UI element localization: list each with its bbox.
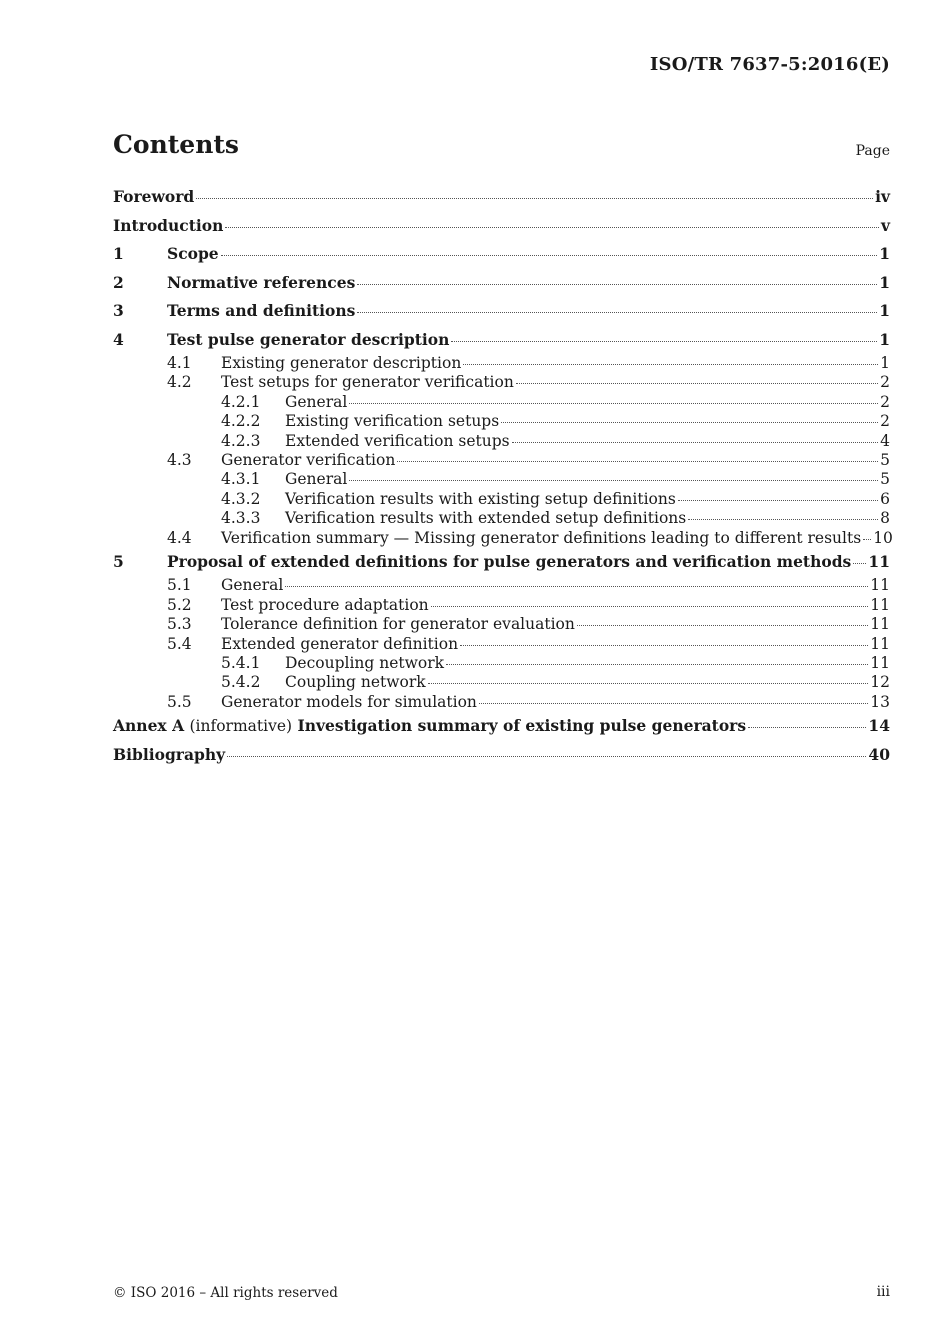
annex-title: Investigation summary of existing pulse generators xyxy=(297,716,747,736)
toc-entry[interactable] xyxy=(113,596,890,615)
toc-entry-title: Verification results with extended setup definitions xyxy=(285,509,687,528)
toc-entry[interactable] xyxy=(113,693,890,712)
dot-leader xyxy=(225,227,879,228)
dot-leader xyxy=(853,563,866,564)
dot-leader xyxy=(463,364,878,365)
toc-entry-number: 4.4 xyxy=(167,528,192,547)
toc-entry[interactable] xyxy=(113,269,890,298)
toc-entry-number: 1 xyxy=(113,244,124,263)
toc-entry-number: 5.3 xyxy=(167,615,192,634)
toc-entry-title: Scope xyxy=(167,244,219,263)
toc-entry[interactable] xyxy=(113,528,893,548)
toc-entry-page: 13 xyxy=(870,692,890,711)
toc-entry-page: 5 xyxy=(880,470,890,489)
footer-page-number: iii xyxy=(876,1284,890,1300)
toc-entry-title: Terms and definitions xyxy=(167,301,356,320)
toc-entry[interactable] xyxy=(113,240,890,269)
dot-leader xyxy=(357,284,877,285)
toc-entry-number: 5.1 xyxy=(167,576,192,595)
toc-entry-page: 4 xyxy=(880,431,890,450)
toc-entry-title: Extended verification setups xyxy=(285,431,510,450)
toc-entry-number: 4.2.1 xyxy=(221,392,261,411)
toc-entry-number: 5.2 xyxy=(167,595,192,614)
toc-entry-number: 3 xyxy=(113,301,124,320)
dot-leader xyxy=(688,519,878,520)
toc-entry-page: 11 xyxy=(870,634,890,653)
toc-entry[interactable] xyxy=(113,373,890,392)
toc-entry[interactable] xyxy=(113,354,890,373)
toc-entry-title: Generator verification xyxy=(221,450,396,469)
toc-entry-title: Decoupling network xyxy=(285,653,445,672)
toc-entry-page: 1 xyxy=(879,244,890,263)
toc-entry[interactable] xyxy=(113,451,890,470)
toc-entry[interactable] xyxy=(113,509,890,528)
annex-type: (informative) xyxy=(189,717,293,736)
dot-leader xyxy=(196,198,873,199)
dot-leader xyxy=(512,442,879,443)
toc-entry[interactable] xyxy=(113,212,890,241)
toc-entry-page: 1 xyxy=(879,329,890,349)
toc-entry-number: 4 xyxy=(113,329,124,349)
toc-entry-number: 4.3 xyxy=(167,450,192,469)
toc-entry-title: Tolerance definition for generator evaluation xyxy=(221,615,575,634)
toc-entry-title: Test procedure adaptation xyxy=(221,595,429,614)
toc-entry-page: 12 xyxy=(870,673,890,692)
footer-copyright: © ISO 2016 – All rights reserved xyxy=(113,1285,338,1301)
toc-entry-page: 11 xyxy=(870,653,890,672)
dot-leader xyxy=(678,500,878,501)
toc-entry-title: Extended generator definition xyxy=(221,634,459,653)
dot-leader xyxy=(285,586,868,587)
toc-entry-page: 2 xyxy=(880,373,890,392)
toc-entry[interactable] xyxy=(113,741,890,770)
toc-entry-page: 10 xyxy=(873,528,893,547)
toc-entry-number: 5.5 xyxy=(167,692,192,711)
dot-leader xyxy=(431,606,869,607)
toc-entry-number: 2 xyxy=(113,272,124,292)
toc-entry[interactable] xyxy=(113,470,890,489)
toc-entry[interactable] xyxy=(113,326,890,355)
toc-entry-number: 5 xyxy=(113,551,124,571)
toc-entry-number: 4.1 xyxy=(167,354,192,372)
toc-entry-number: 5.4.1 xyxy=(221,653,261,672)
dot-leader xyxy=(349,480,878,481)
toc-entry-title: General xyxy=(221,576,284,595)
toc-entry-page: 40 xyxy=(868,744,890,764)
toc-entry[interactable] xyxy=(113,615,890,634)
dot-leader xyxy=(516,383,878,384)
dot-leader xyxy=(460,645,868,646)
dot-leader xyxy=(501,422,878,423)
toc-entry-title: Test pulse generator description xyxy=(167,329,450,349)
toc-entry[interactable] xyxy=(113,712,890,741)
toc-entry-page: 11 xyxy=(870,576,890,595)
toc-entry[interactable] xyxy=(113,490,890,509)
toc-entry-title xyxy=(113,712,746,741)
toc-entry-page: 1 xyxy=(880,354,890,372)
dot-leader xyxy=(479,703,868,704)
toc-entry-title: Generator models for simulation xyxy=(221,692,477,711)
toc-entry-number: 4.2 xyxy=(167,373,192,392)
toc-entry-page: v xyxy=(880,215,890,235)
toc-entry-title: Verification summary — Missing generator definitions leading to different results xyxy=(221,528,862,547)
dot-leader xyxy=(446,664,868,665)
toc-entry-title: Introduction xyxy=(113,215,224,235)
toc-entry-number: 4.3.2 xyxy=(221,489,261,508)
toc-entry[interactable] xyxy=(113,432,890,451)
toc-entry-title: General xyxy=(285,470,348,489)
annex-label: Annex A xyxy=(113,716,185,736)
toc-entry[interactable] xyxy=(113,635,890,654)
toc-entry-title: Existing generator description xyxy=(221,354,462,372)
toc-entry-number: 4.2.2 xyxy=(221,412,261,431)
toc-entry-page: 11 xyxy=(868,551,890,571)
dot-leader xyxy=(451,341,877,342)
dot-leader xyxy=(357,312,877,313)
page-title: Contents xyxy=(113,130,240,159)
toc-entry-title: Foreword xyxy=(113,187,195,206)
toc-entry-page: 11 xyxy=(870,615,890,634)
dot-leader xyxy=(428,683,869,684)
toc-entry-title: Test setups for generator verification xyxy=(221,373,514,392)
toc-entry[interactable] xyxy=(113,393,890,412)
toc-entry-title: Verification results with existing setup definitions xyxy=(285,489,676,508)
toc-entry-page: 11 xyxy=(870,595,890,614)
dot-leader xyxy=(397,461,878,462)
dot-leader xyxy=(349,403,878,404)
toc-entry-title: Normative references xyxy=(167,272,356,292)
table-of-contents xyxy=(113,183,893,769)
toc-entry[interactable] xyxy=(113,576,890,595)
toc-entry-page: 5 xyxy=(880,450,890,469)
toc-entry-page: 8 xyxy=(880,509,890,528)
toc-entry[interactable] xyxy=(113,183,890,212)
dot-leader xyxy=(863,539,871,540)
toc-entry-page: 1 xyxy=(879,301,890,320)
dot-leader xyxy=(227,756,866,757)
document-id: ISO/TR 7637-5:2016(E) xyxy=(649,54,890,75)
dot-leader xyxy=(221,255,878,256)
toc-entry-title: Existing verification setups xyxy=(285,412,500,431)
toc-entry[interactable] xyxy=(113,412,890,431)
toc-entry-title: Coupling network xyxy=(285,673,426,692)
toc-entry-page: 2 xyxy=(880,412,890,431)
toc-entry-page: 1 xyxy=(879,272,890,292)
dot-leader xyxy=(577,625,868,626)
toc-entry-number: 4.2.3 xyxy=(221,431,261,450)
toc-entry-page: 2 xyxy=(880,392,890,411)
page-column-label: Page xyxy=(855,143,890,159)
toc-entry-title: General xyxy=(285,392,348,411)
toc-entry[interactable] xyxy=(113,673,890,692)
toc-entry-number: 4.3.1 xyxy=(221,470,261,489)
toc-entry[interactable] xyxy=(113,654,890,673)
toc-entry-number: 5.4.2 xyxy=(221,673,261,692)
toc-entry-title: Bibliography xyxy=(113,744,226,764)
toc-entry-number: 5.4 xyxy=(167,634,192,653)
toc-entry[interactable] xyxy=(113,548,890,577)
toc-entry-page: 6 xyxy=(880,489,890,508)
dot-leader xyxy=(748,727,866,728)
toc-entry-page: iv xyxy=(875,187,890,206)
toc-entry[interactable] xyxy=(113,297,890,326)
toc-entry-number: 4.3.3 xyxy=(221,509,261,528)
toc-entry-title: Proposal of extended definitions for pulse generators and verification methods xyxy=(167,551,852,571)
toc-entry-page: 14 xyxy=(868,716,890,736)
